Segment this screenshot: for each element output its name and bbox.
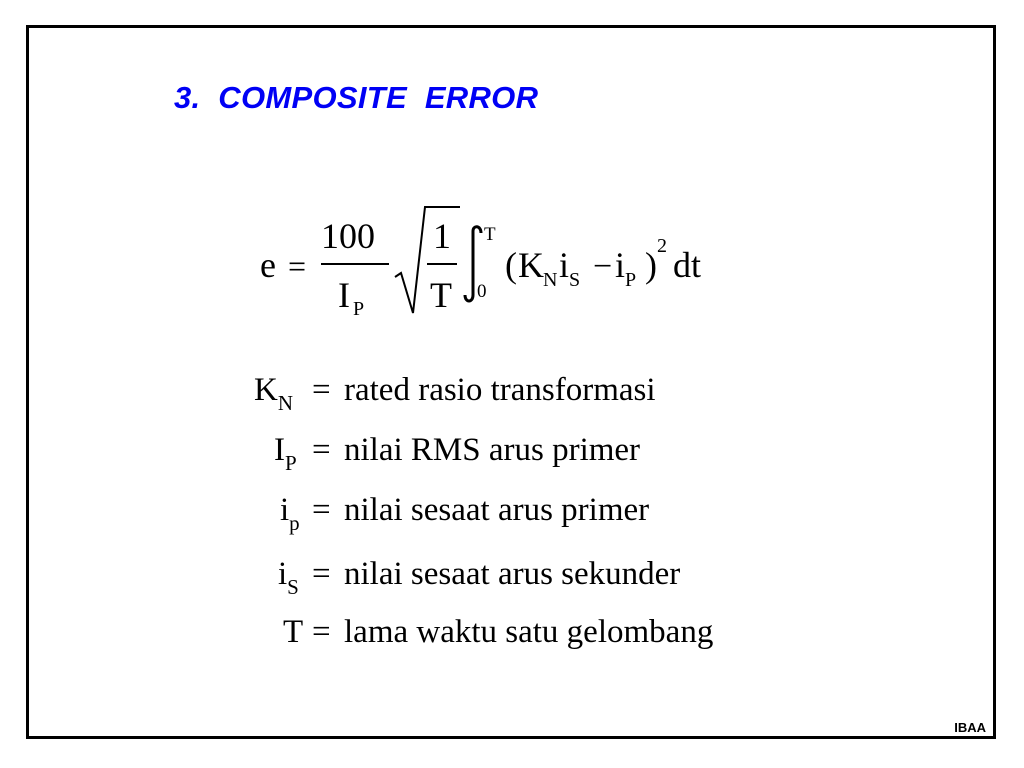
formula-equals: = [288,248,307,284]
sqrt-numerator: 1 [433,216,451,256]
definition-symbol: $I_P$ [274,432,297,475]
open-paren: ( [505,245,517,285]
formula-svg [255,195,755,335]
slide-title: 3. COMPOSITE ERROR [174,80,539,115]
definition-text: nilai RMS arus primer [344,432,641,468]
definition-equals: = [312,614,331,650]
k-sub: N [543,269,558,291]
definition-text: nilai sesaat arus sekunder [344,556,681,592]
fraction-numerator: 100 [321,216,375,256]
footer-label: IBAA [954,720,986,735]
fraction-denominator-sub: P [353,298,365,320]
definition-symbol: $i_p$ [280,492,300,535]
definition-equals: = [312,372,331,408]
definition-text: lama waktu satu gelombang [344,614,714,650]
definition-equals: = [312,556,331,592]
definition-symbol: $K_N$ [254,372,294,415]
close-paren: ) [645,245,657,285]
definition-symbol: T [283,614,304,650]
definition-symbol: $i_S$ [278,556,299,599]
definition-equals: = [312,432,331,468]
integral-lower: 0 [477,281,487,302]
is-sub: S [569,269,581,291]
fraction-denominator: I [338,275,350,315]
definition-text: nilai sesaat arus primer [344,492,650,528]
definition-text: rated rasio transformasi [344,372,656,408]
k-symbol: K [518,245,544,285]
formula-lhs: e [260,245,276,285]
is-symbol: i [559,245,570,285]
ip-sub: P [625,269,637,291]
sqrt-denominator: T [430,275,452,315]
definition-equals: = [312,492,331,528]
ip-symbol: i [615,245,626,285]
integral-upper: T [484,224,496,245]
minus-sign: − [593,248,613,285]
dt: dt [673,245,702,285]
composite-error-formula [255,195,755,335]
exponent: 2 [657,235,667,257]
